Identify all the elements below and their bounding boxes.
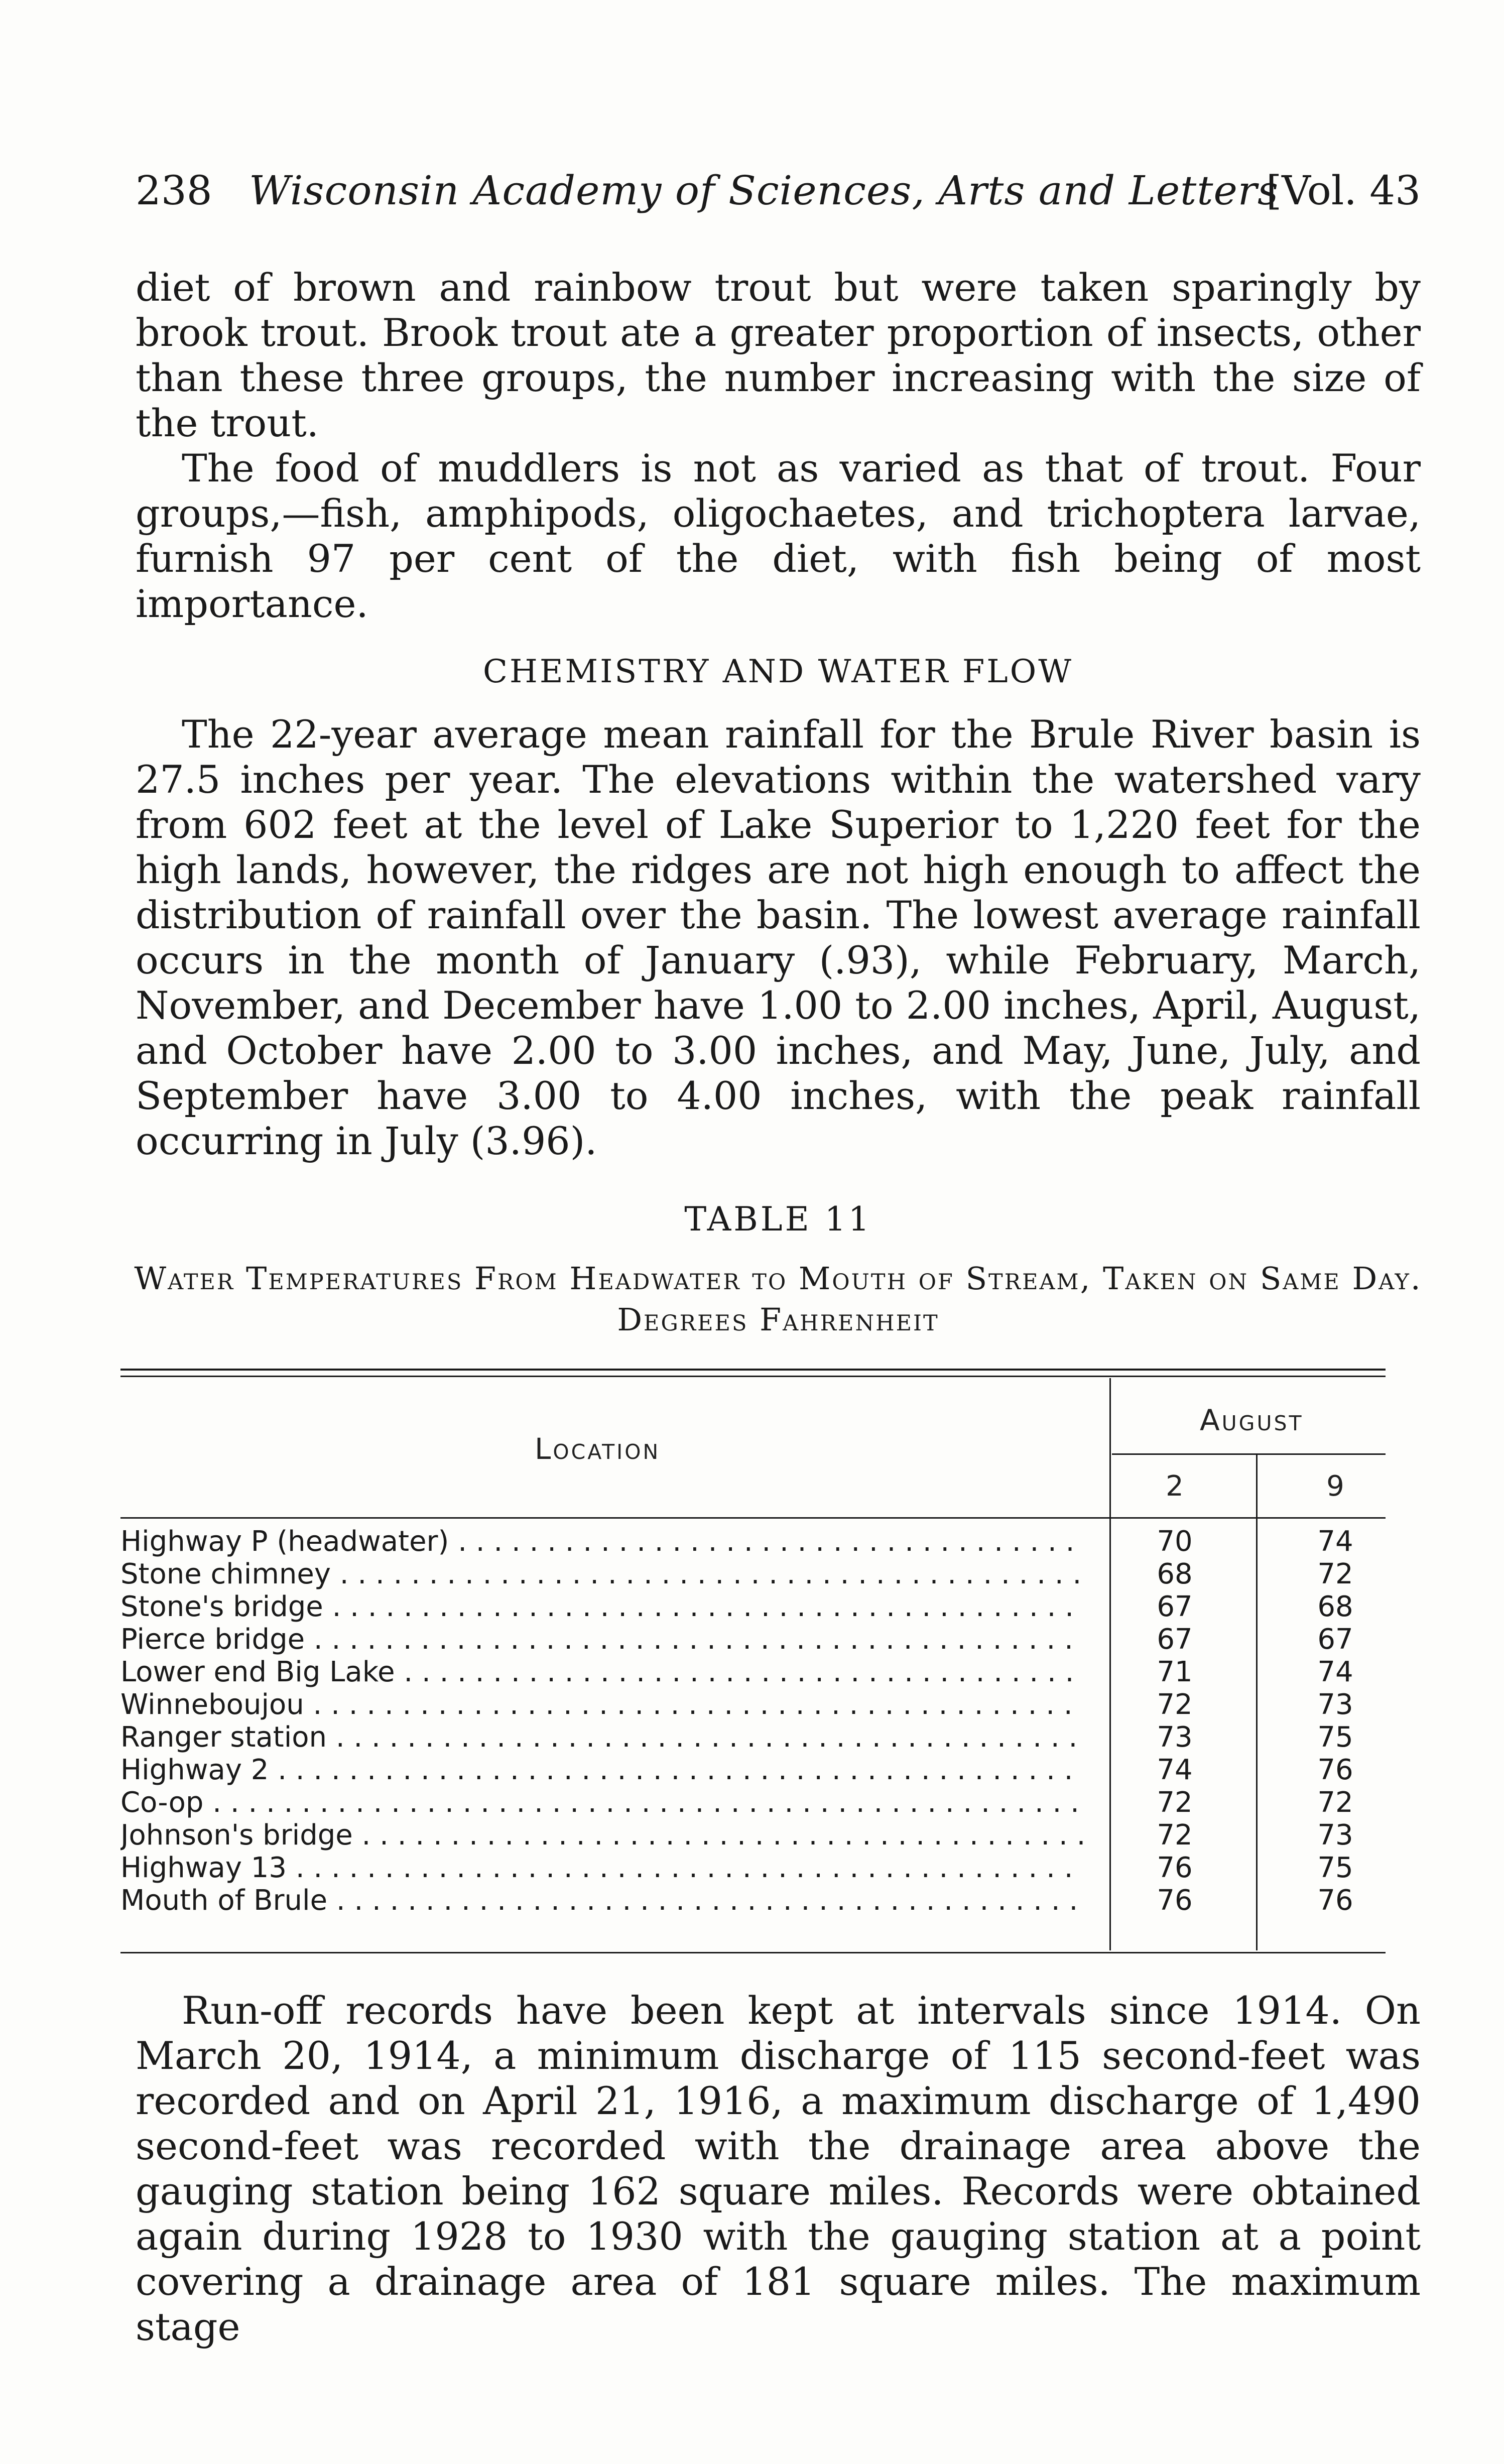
aug-2-cell: 76 xyxy=(1157,1852,1193,1884)
aug-2-cell: 70 xyxy=(1157,1525,1193,1558)
aug-9-cell: 76 xyxy=(1317,1754,1353,1786)
day-2-header: 2 xyxy=(1166,1470,1184,1503)
header-bottom-rule xyxy=(120,1517,1386,1519)
page-number: 238 xyxy=(136,167,212,214)
table-caption: Water Temperatures From Headwater to Mouth of Stream, Taken on Same Day. Degrees Fahrenheit xyxy=(134,1260,1422,1338)
day-9-header: 9 xyxy=(1326,1470,1344,1503)
location-column-header: Location xyxy=(535,1432,661,1466)
table-row xyxy=(120,1853,1365,1885)
running-title: Wisconsin Academy of Sciences, Arts and Letters xyxy=(249,167,1279,214)
august-header-rule xyxy=(1112,1453,1386,1455)
location-cell: Highway P (headwater) . . . xyxy=(120,1526,1084,1557)
location-cell: Stone's bridge . . . xyxy=(120,1591,1084,1623)
aug-9-cell: 76 xyxy=(1317,1884,1353,1917)
aug-9-cell: 74 xyxy=(1317,1525,1353,1558)
paragraph-muddler-food: The food of muddlers is not as varied as that of trout. Four groups,—fish, amphipods, oligochaetes, and trichoptera larvae, furnish 97 per cent of the diet, with fish being of most importance. xyxy=(136,446,1421,626)
aug-2-cell: 72 xyxy=(1157,1819,1193,1852)
paragraph-rainfall: The 22-year average mean rainfall for the Brule River basin is 27.5 inches per year. The elevations within the watershed vary from 602 feet at the level of Lake Superior to 1,220 feet for the high lands, however, the ridges are not high enough to affect the distribution of rainfall over the basin. The lowest average rainfall occurs in the month of January (.93), while February, March, November, and December have 1.00 to 2.00 inches, April, August, and October have 2.00 to 3.00 inches, and May, June, July, and September have 3.00 to 4.00 inches, with the peak rainfall occurring in July (3.96). xyxy=(136,712,1421,1163)
location-cell: Pierce bridge . . . xyxy=(120,1624,1084,1655)
location-cell: Highway 13 . . . xyxy=(120,1853,1084,1884)
aug-9-cell: 75 xyxy=(1317,1852,1353,1884)
table-row xyxy=(120,1787,1365,1820)
table-row xyxy=(120,1591,1365,1624)
aug-2-cell: 67 xyxy=(1157,1590,1193,1623)
aug-2-cell: 73 xyxy=(1157,1721,1193,1754)
aug-9-cell: 67 xyxy=(1317,1623,1353,1656)
table-row xyxy=(120,1624,1365,1657)
aug-2-cell: 76 xyxy=(1157,1884,1193,1917)
table-row xyxy=(120,1885,1365,1918)
aug-2-cell: 68 xyxy=(1157,1558,1193,1590)
location-cell: Stone chimney . . . xyxy=(120,1559,1084,1590)
table-bottom-rule xyxy=(120,1952,1386,1953)
location-cell: Lower end Big Lake . . . xyxy=(120,1657,1084,1688)
aug-2-cell: 74 xyxy=(1157,1754,1193,1786)
aug-9-cell: 74 xyxy=(1317,1656,1353,1688)
location-cell: Winneboujou . . . xyxy=(120,1689,1084,1720)
table-row xyxy=(120,1559,1365,1591)
aug-2-cell: 67 xyxy=(1157,1623,1193,1656)
aug-9-cell: 72 xyxy=(1317,1786,1353,1819)
aug-2-cell: 71 xyxy=(1157,1656,1193,1688)
august-column-header: August xyxy=(1200,1403,1304,1437)
table-label: TABLE 11 xyxy=(684,1200,872,1239)
aug-9-cell: 73 xyxy=(1317,1819,1353,1852)
aug-2-cell: 72 xyxy=(1157,1786,1193,1819)
paragraph-trout-diet: diet of brown and rainbow trout but were taken sparingly by brook trout. Brook trout ate a greater proportion of insects, other than these three groups, the number increasing with the size of the trout. xyxy=(136,265,1421,445)
volume-label: [Vol. 43 xyxy=(1266,167,1421,214)
location-cell: Co-op . . . xyxy=(120,1787,1084,1818)
location-cell: Johnson's bridge . . . xyxy=(120,1820,1084,1851)
running-header xyxy=(136,168,1421,213)
aug-9-cell: 73 xyxy=(1317,1688,1353,1721)
table-row xyxy=(120,1820,1365,1853)
paragraph-runoff: Run-off records have been kept at intervals since 1914. On March 20, 1914, a minimum discharge of 115 second-feet was recorded and on April 21, 1916, a maximum discharge of 1,490 second-feet was recorded with the drainage area above the gauging station being 162 square miles. Records were obtained again during 1928 to 1930 with the gauging station at a point covering a drainage area of 181 square miles. The maximum stage xyxy=(136,1988,1421,2349)
table-row xyxy=(120,1657,1365,1689)
table-row xyxy=(120,1755,1365,1787)
aug-9-cell: 72 xyxy=(1317,1558,1353,1590)
aug-2-cell: 72 xyxy=(1157,1688,1193,1721)
table-row xyxy=(120,1526,1365,1559)
section-heading: CHEMISTRY AND WATER FLOW xyxy=(483,653,1073,690)
table-body xyxy=(120,1526,1365,1918)
location-cell: Highway 2 . . . xyxy=(120,1755,1084,1786)
aug-9-cell: 68 xyxy=(1317,1590,1353,1623)
location-cell: Ranger station . . . xyxy=(120,1722,1084,1753)
table-row xyxy=(120,1722,1365,1755)
location-cell: Mouth of Brule . . . xyxy=(120,1885,1084,1916)
aug-9-cell: 75 xyxy=(1317,1721,1353,1754)
table-top-rule xyxy=(120,1369,1386,1371)
table-row xyxy=(120,1689,1365,1722)
table-top-rule-inner xyxy=(120,1376,1386,1377)
